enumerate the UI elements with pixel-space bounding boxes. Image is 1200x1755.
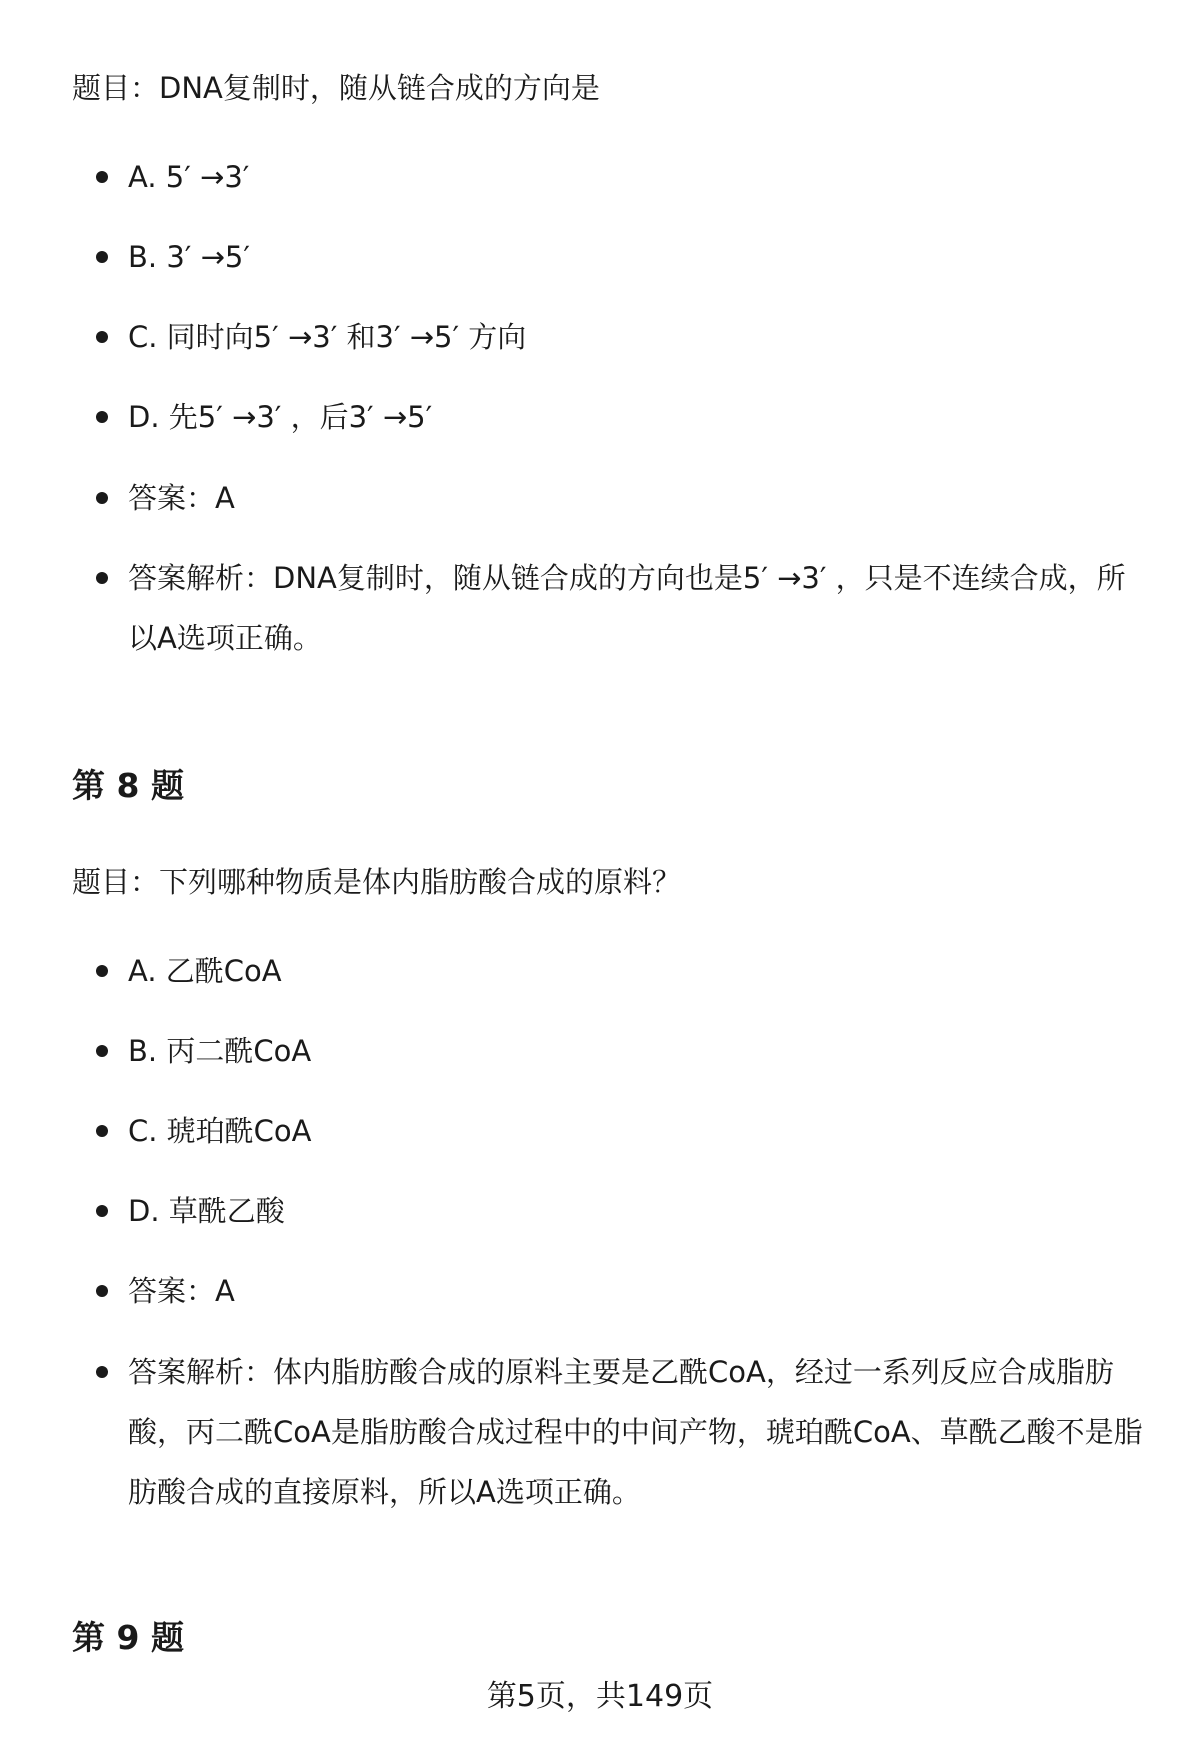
q7-option-d bbox=[96, 387, 1146, 447]
bullet-icon bbox=[96, 572, 108, 584]
option-text: D. 先5′ →3′ ，后3′ →5′ bbox=[128, 400, 433, 434]
q8-option-a bbox=[96, 941, 1146, 1001]
bullet-icon bbox=[96, 171, 108, 183]
q8-answer bbox=[96, 1261, 1146, 1321]
option-text: D. 草酰乙酸 bbox=[128, 1194, 285, 1228]
bullet-icon bbox=[96, 965, 108, 977]
q7-explanation bbox=[96, 548, 1146, 668]
bullet-icon bbox=[96, 331, 108, 343]
bullet-icon bbox=[96, 251, 108, 263]
q8-question: 题目：下列哪种物质是体内脂肪酸合成的原料？ bbox=[72, 865, 682, 899]
explanation-text: 答案解析：DNA复制时，随从链合成的方向也是5′ →3′ ，只是不连续合成，所以A选项正确。 bbox=[128, 561, 1126, 655]
q8-explanation bbox=[96, 1342, 1146, 1522]
option-text: B. 丙二酰CoA bbox=[128, 1034, 312, 1068]
bullet-icon bbox=[96, 492, 108, 504]
option-text: A. 乙酰CoA bbox=[128, 954, 282, 988]
option-text: B. 3′ →5′ bbox=[128, 240, 250, 274]
answer-text: 答案：A bbox=[128, 1274, 235, 1308]
q8-option-d bbox=[96, 1181, 1146, 1241]
bullet-icon bbox=[96, 1366, 108, 1378]
q9-heading: 第 9 题 bbox=[72, 1618, 184, 1657]
bullet-icon bbox=[96, 411, 108, 423]
explanation-text: 答案解析：体内脂肪酸合成的原料主要是乙酰CoA，经过一系列反应合成脂肪酸，丙二酰CoA是脂肪酸合成过程中的中间产物，琥珀酰CoA、草酰乙酸不是脂肪酸合成的直接原料，所以A选项正确。 bbox=[128, 1355, 1143, 1509]
q8-option-b bbox=[96, 1021, 1146, 1081]
q7-option-c bbox=[96, 307, 1146, 367]
option-text: C. 琥珀酰CoA bbox=[128, 1114, 312, 1148]
q7-answer bbox=[96, 468, 1146, 528]
q8-option-c bbox=[96, 1101, 1146, 1161]
option-text: A. 5′ →3′ bbox=[128, 160, 250, 194]
bullet-icon bbox=[96, 1125, 108, 1137]
q7-option-a bbox=[96, 147, 1146, 207]
bullet-icon bbox=[96, 1205, 108, 1217]
page-number: 第5页，共149页 bbox=[486, 1679, 714, 1714]
bullet-icon bbox=[96, 1285, 108, 1297]
q8-heading: 第 8 题 bbox=[72, 766, 184, 805]
option-text: C. 同时向5′ →3′ 和3′ →5′ 方向 bbox=[128, 320, 527, 354]
answer-text: 答案：A bbox=[128, 481, 235, 515]
q7-question: 题目：DNA复制时，随从链合成的方向是 bbox=[72, 71, 600, 105]
bullet-icon bbox=[96, 1045, 108, 1057]
q7-option-b bbox=[96, 227, 1146, 287]
